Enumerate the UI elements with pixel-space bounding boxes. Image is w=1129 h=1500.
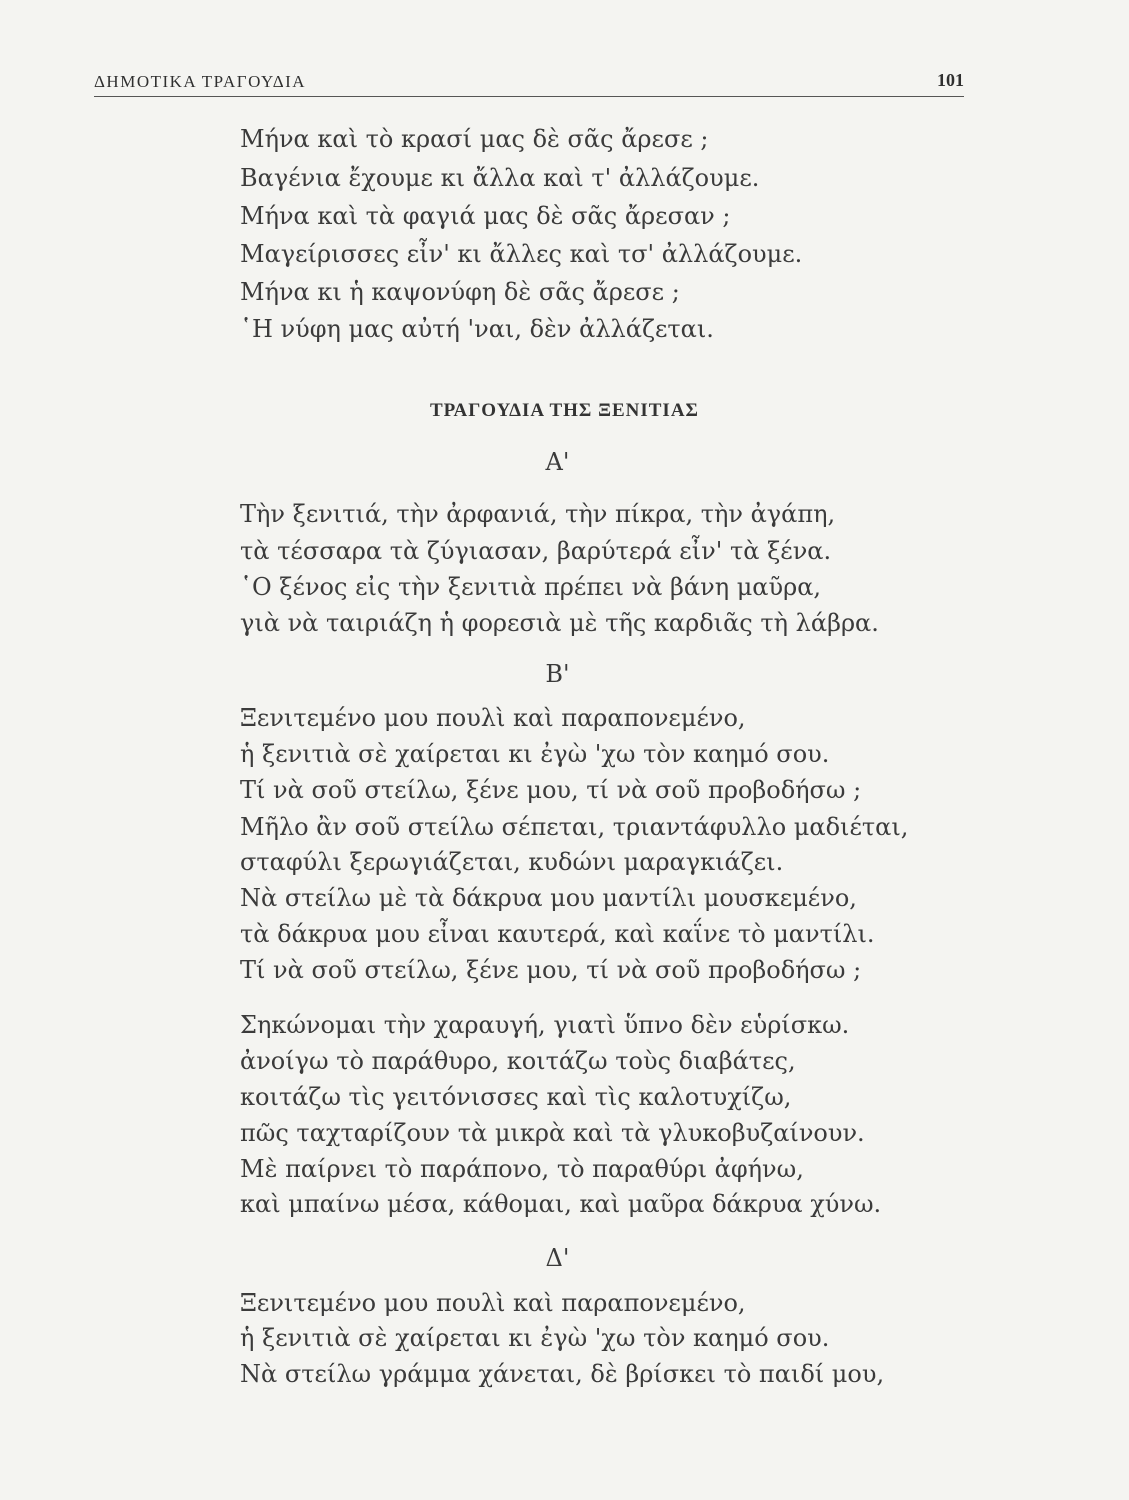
verse-line: Μαγείρισσες εἶν' κι ἄλλες καὶ τσ' ἀλλάζουμε.	[240, 240, 803, 268]
section-title: ΤΡΑΓΟΥΔΙΑ ΤΗΣ ΞΕΝΙΤΙΑΣ	[430, 400, 699, 421]
verse-line: Μήνα καὶ τὰ φαγιά μας δὲ σᾶς ἄρεσαν ;	[240, 202, 731, 230]
verse-line: τὰ τέσσαρα τὰ ζύγιασαν, βαρύτερά εἶν' τὰ ξένα.	[240, 537, 832, 565]
song-numeral: Α'	[545, 448, 570, 476]
page-number: 101	[937, 70, 964, 90]
running-head	[94, 70, 974, 96]
verse-line: Μήνα καὶ τὸ κρασί μας δὲ σᾶς ἄρεσε ;	[240, 125, 709, 153]
verse-line: τὰ δάκρυα μου εἶναι καυτερά, καὶ καΐνε τὸ μαντίλι.	[240, 920, 875, 948]
verse-line: ἡ ξενιτιὰ σὲ χαίρεται κι ἐγὼ 'χω τὸν καημό σου.	[240, 1324, 830, 1352]
verse-line: ἀνοίγω τὸ παράθυρο, κοιτάζω τοὺς διαβάτες,	[240, 1047, 796, 1075]
verse-line: Μῆλο ἂν σοῦ στείλω σέπεται, τριαντάφυλλο μαδιέται,	[240, 813, 909, 841]
verse-line: Σηκώνομαι τὴν χαραυγή, γιατὶ ὕπνο δὲν εὑρίσκω.	[240, 1011, 850, 1039]
verse-line: Νὰ στείλω μὲ τὰ δάκρυα μου μαντίλι μουσκεμένο,	[240, 884, 857, 912]
verse-line: Ξενιτεμένο μου πουλὶ καὶ παραπονεμένο,	[240, 1289, 746, 1317]
song-numeral: Δ'	[545, 1244, 570, 1272]
verse-line: Βαγένια ἔχουμε κι ἄλλα καὶ τ' ἀλλάζουμε.	[240, 164, 760, 192]
verse-line: κοιτάζω τὶς γειτόνισσες καὶ τὶς καλοτυχίζω,	[240, 1083, 792, 1111]
running-title: ΔΗΜΟΤΙΚΑ ΤΡΑΓΟΥΔΙΑ	[94, 72, 307, 91]
verse-line: ῾Η νύφη μας αὐτή 'ναι, δὲν ἀλλάζεται.	[240, 315, 714, 343]
verse-line: Ξενιτεμένο μου πουλὶ καὶ παραπονεμένο,	[240, 704, 746, 732]
verse-line: ἡ ξενιτιὰ σὲ χαίρεται κι ἐγὼ 'χω τὸν καημό σου.	[240, 740, 830, 768]
song-numeral: Β'	[545, 660, 570, 688]
verse-line: σταφύλι ξερωγιάζεται, κυδώνι μαραγκιάζει.	[240, 848, 784, 876]
verse-line: Τί νὰ σοῦ στείλω, ξένε μου, τί νὰ σοῦ προβοδήσω ;	[240, 956, 862, 984]
verse-line: πῶς ταχταρίζουν τὰ μικρὰ καὶ τὰ γλυκοβυζαίνουν.	[240, 1119, 865, 1147]
verse-line: ῾Ο ξένος εἰς τὴν ξενιτιὰ πρέπει νὰ βάνη μαῦρα,	[240, 573, 822, 601]
verse-line: Νὰ στείλω γράμμα χάνεται, δὲ βρίσκει τὸ παιδί μου,	[240, 1360, 885, 1388]
verse-line: Μὲ παίρνει τὸ παράπονο, τὸ παραθύρι ἀφήνω,	[240, 1155, 804, 1183]
verse-line: Μήνα κι ἡ καψονύφη δὲ σᾶς ἄρεσε ;	[240, 278, 680, 306]
header-rule	[94, 96, 964, 97]
verse-line: Τὴν ξενιτιά, τὴν ἀρφανιά, τὴν πίκρα, τὴν ἀγάπη,	[240, 500, 836, 528]
verse-line: γιὰ νὰ ταιριάζη ἡ φορεσιὰ μὲ τῆς καρδιᾶς τὴ λάβρα.	[240, 609, 879, 637]
verse-line: Τί νὰ σοῦ στείλω, ξένε μου, τί νὰ σοῦ προβοδήσω ;	[240, 776, 862, 804]
verse-line: καὶ μπαίνω μέσα, κάθομαι, καὶ μαῦρα δάκρυα χύνω.	[240, 1190, 882, 1218]
